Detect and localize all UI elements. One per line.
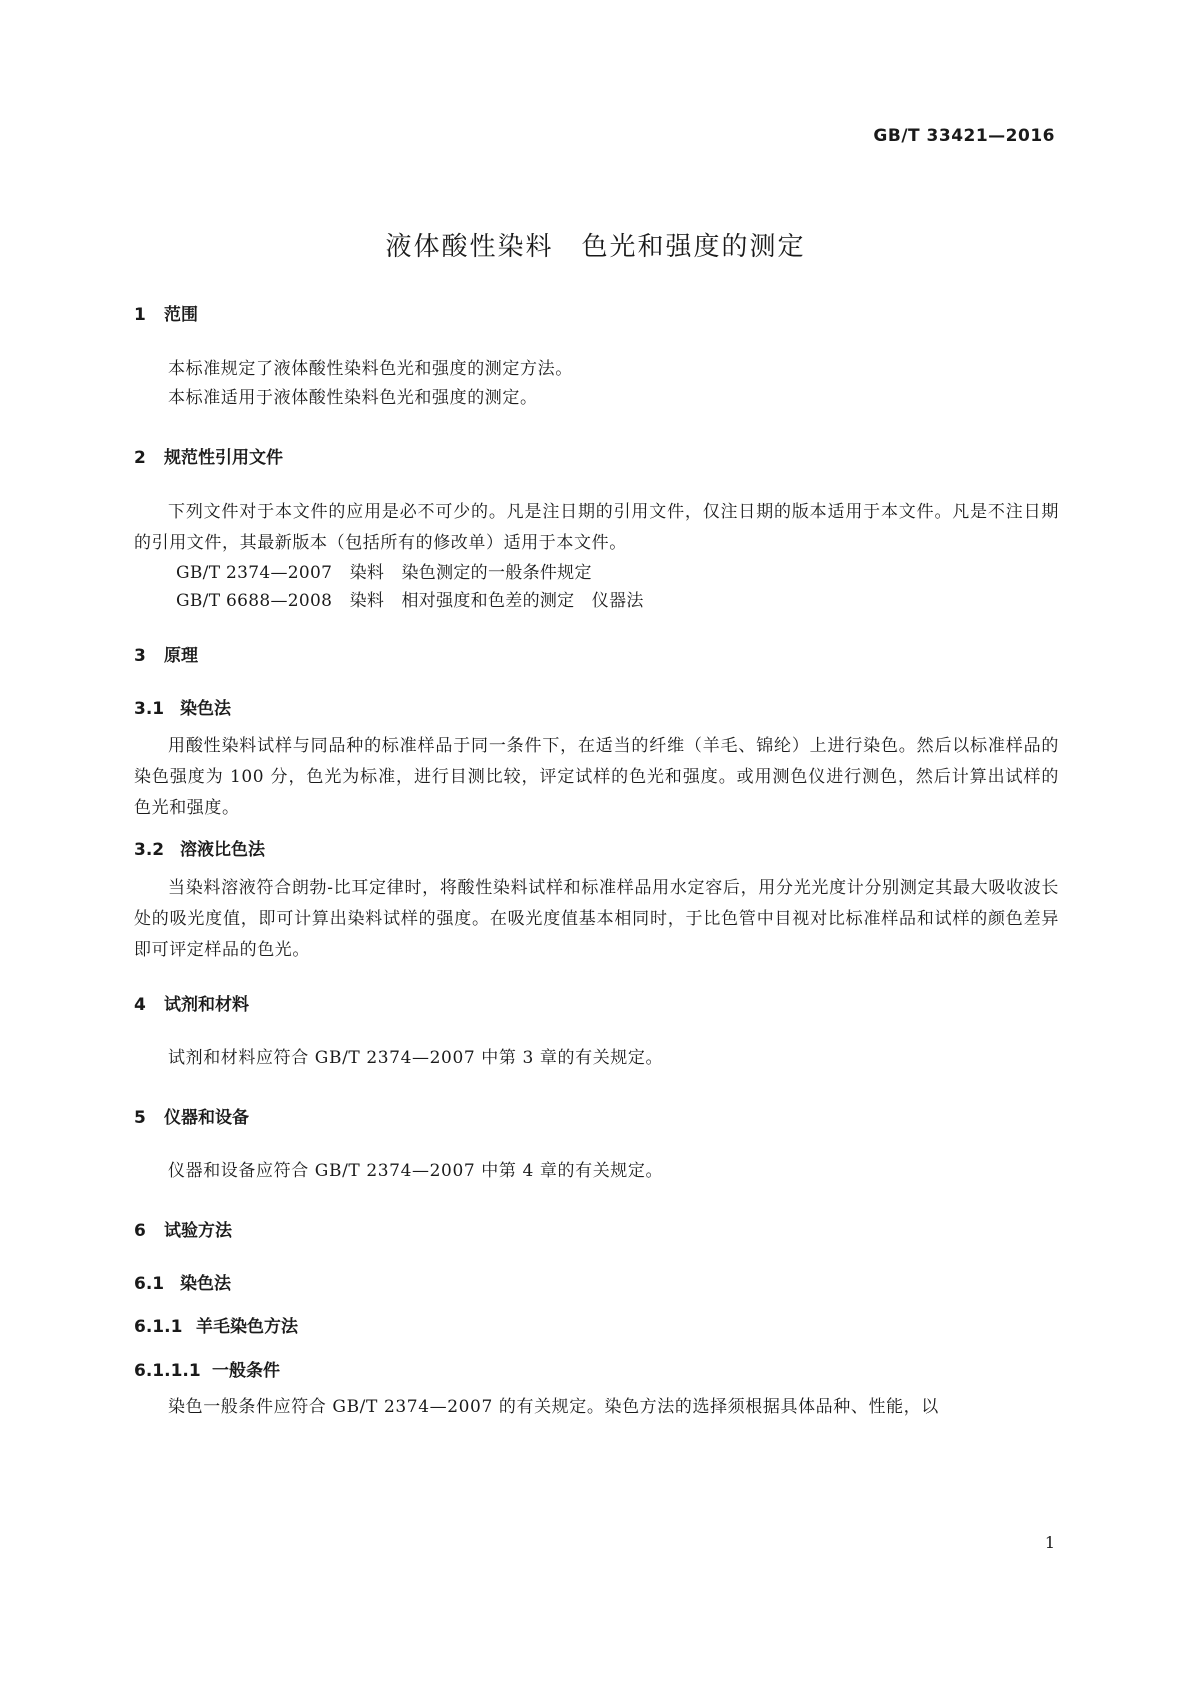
section-number: 3	[134, 646, 146, 666]
paragraph-reagents: 试剂和材料应符合 GB/T 2374—2007 中第 3 章的有关规定。	[168, 1048, 664, 1068]
document-title: 液体酸性染料 色光和强度的测定	[385, 232, 806, 262]
subsection-heading-dyeing-method	[134, 694, 231, 719]
paragraph-colorimetric-method: 当染料溶液符合朗勃-比耳定律时，将酸性染料试样和标准样品用水定容后，用分光光度计分别测定其最大吸收波长处的吸光度值，即可计算出染料试样的强度。在吸光度值基本相同时，于比色管中目视对比标准样品和试样的颜色差异即可评定样品的色光。	[134, 878, 1059, 960]
paragraph-general-conditions: 染色一般条件应符合 GB/T 2374—2007 的有关规定。染色方法的选择须根据具体品种、性能，以	[168, 1397, 939, 1417]
section-title: 染色法	[180, 1274, 231, 1294]
section-title: 溶液比色法	[180, 840, 265, 860]
section-number: 6	[134, 1221, 146, 1241]
section-number: 6.1.1.1	[134, 1361, 201, 1381]
section-number: 6.1	[134, 1274, 165, 1294]
section-heading-principle	[134, 641, 198, 666]
section-title: 试剂和材料	[164, 995, 249, 1015]
section-title: 仪器和设备	[164, 1108, 249, 1128]
section-number: 1	[134, 305, 146, 325]
section-title: 染色法	[180, 699, 231, 719]
paragraph-dyeing-method: 用酸性染料试样与同品种的标准样品于同一条件下，在适当的纤维（羊毛、锦纶）上进行染色。然后以标准样品的染色强度为 100 分，色光为标准，进行目测比较，评定试样的色光和强度。或用测色仪进行测色，然后计算出试样的色光和强度。	[134, 736, 1059, 818]
section-heading-normative-references	[134, 443, 283, 468]
section-number: 6.1.1	[134, 1317, 183, 1337]
section-number: 5	[134, 1108, 146, 1128]
section-title: 一般条件	[212, 1361, 280, 1381]
reference-item: GB/T 6688—2008 染料 相对强度和色差的测定 仪器法	[176, 591, 644, 611]
paragraph-apparatus: 仪器和设备应符合 GB/T 2374—2007 中第 4 章的有关规定。	[168, 1161, 664, 1181]
reference-item: GB/T 2374—2007 染料 染色测定的一般条件规定	[176, 563, 592, 583]
section-title: 原理	[164, 646, 198, 666]
section-number: 3.1	[134, 699, 165, 719]
paragraph-scope-2: 本标准适用于液体酸性染料色光和强度的测定。	[168, 388, 538, 408]
section-title: 羊毛染色方法	[196, 1317, 298, 1337]
subsection-heading-general-conditions	[134, 1356, 280, 1381]
subsection-heading-dyeing	[134, 1269, 231, 1294]
section-number: 4	[134, 995, 146, 1015]
section-title: 范围	[164, 305, 198, 325]
section-heading-apparatus	[134, 1103, 249, 1128]
paragraph-references-intro: 下列文件对于本文件的应用是必不可少的。凡是注日期的引用文件，仅注日期的版本适用于本文件。凡是不注日期的引用文件，其最新版本（包括所有的修改单）适用于本文件。	[134, 502, 1059, 553]
subsection-heading-wool-dyeing	[134, 1312, 298, 1337]
section-number: 3.2	[134, 840, 165, 860]
paragraph-scope-1: 本标准规定了液体酸性染料色光和强度的测定方法。	[168, 359, 573, 379]
section-heading-scope	[134, 300, 198, 325]
section-number: 2	[134, 448, 146, 468]
section-title: 规范性引用文件	[164, 448, 283, 468]
subsection-heading-colorimetric-method	[134, 835, 265, 860]
page-number: 1	[1044, 1533, 1055, 1552]
section-title: 试验方法	[164, 1221, 232, 1241]
section-heading-reagents	[134, 990, 249, 1015]
standard-code: GB/T 33421—2016	[873, 126, 1055, 146]
section-heading-test-methods	[134, 1216, 232, 1241]
